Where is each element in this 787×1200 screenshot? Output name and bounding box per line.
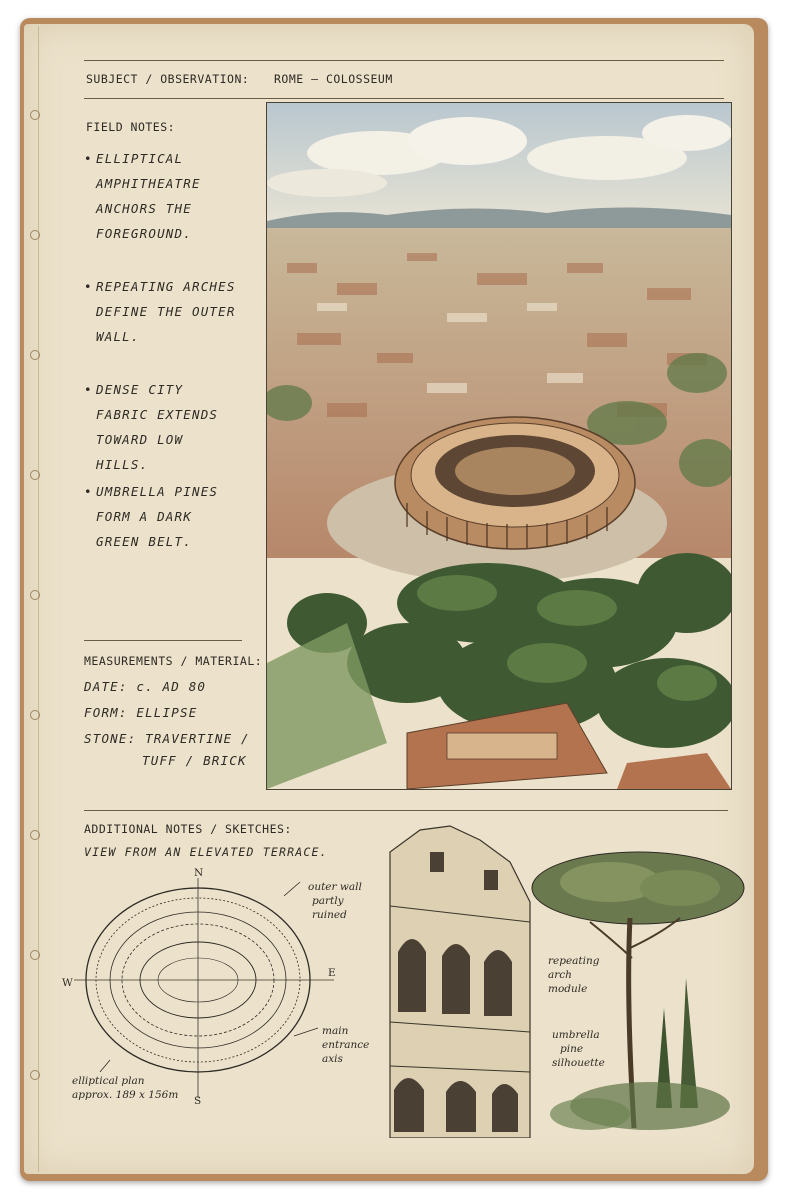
field-note-text: UMBRELLA PINES FORM A DARK GREEN BELT.	[96, 484, 219, 549]
field-note-text: REPEATING ARCHES DEFINE THE OUTER WALL.	[96, 279, 236, 344]
note-outer-wall	[308, 880, 362, 922]
field-note-text: ELLIPTICAL AMPHITHEATRE ANCHORS THE FOREGROUND.	[96, 151, 201, 241]
compass-south: S	[194, 1095, 202, 1107]
note-line: approx. 189 x 156m	[72, 1089, 179, 1101]
field-note-bullet	[84, 146, 234, 241]
bullet-dot: •	[84, 484, 93, 499]
aerial-view-drawing	[267, 103, 731, 789]
note-line: elliptical plan	[72, 1075, 145, 1087]
binding-stitch	[30, 830, 40, 840]
note-elliptical-plan	[72, 1074, 178, 1102]
arch-wall-sketch	[380, 822, 540, 1138]
field-note-bullet	[84, 274, 234, 354]
note-line: partly	[312, 895, 344, 907]
note-line: outer wall	[308, 881, 362, 893]
measurements-rule	[84, 640, 242, 641]
subject-label: SUBJECT / OBSERVATION:	[86, 72, 250, 86]
binding-stitch	[30, 1070, 40, 1080]
note-line: axis	[322, 1053, 343, 1065]
spine-line	[38, 26, 39, 1172]
field-note-text: DENSE CITY FABRIC EXTENDS TOWARD LOW HILLS.	[96, 382, 219, 472]
bullet-dot: •	[84, 382, 93, 397]
measurement-stone: STONE: TRAVERTINE /	[84, 731, 250, 746]
additional-notes-subtitle: VIEW FROM AN ELEVATED TERRACE.	[84, 845, 328, 859]
binding-stitch	[30, 710, 40, 720]
note-line: arch	[548, 969, 572, 981]
compass-east: E	[328, 967, 336, 979]
note-line: ruined	[312, 909, 347, 921]
umbrella-pine-sketch	[530, 838, 750, 1134]
compass-north: N	[194, 867, 204, 879]
bullet-dot: •	[84, 279, 93, 294]
measurements-title: MEASUREMENTS / MATERIAL:	[84, 654, 263, 668]
note-line: pine	[560, 1043, 584, 1055]
subject-value: ROME — COLOSSEUM	[274, 72, 393, 86]
note-line: repeating	[548, 955, 600, 967]
measurement-form: FORM: ELLIPSE	[84, 705, 198, 720]
measurement-stone-cont: TUFF / BRICK	[142, 753, 247, 768]
note-line: module	[548, 983, 588, 995]
additional-rule	[84, 810, 728, 811]
field-notes-title: FIELD NOTES:	[86, 120, 176, 134]
header-rule-bottom	[84, 98, 724, 99]
measurement-date: DATE: c. AD 80	[84, 679, 207, 694]
field-note-bullet	[84, 479, 234, 559]
note-line: entrance	[322, 1039, 370, 1051]
binding-stitch	[30, 470, 40, 480]
binding-stitch	[30, 230, 40, 240]
compass-west: W	[62, 977, 73, 989]
binding-stitch	[30, 110, 40, 120]
additional-notes-title: ADDITIONAL NOTES / SKETCHES:	[84, 822, 292, 836]
note-umbrella-pine	[552, 1028, 605, 1070]
note-line: silhouette	[552, 1057, 605, 1069]
binding-stitch	[30, 590, 40, 600]
note-line: main	[322, 1025, 349, 1037]
bullet-dot: •	[84, 151, 93, 166]
note-line: umbrella	[552, 1029, 600, 1041]
binding-stitch	[30, 950, 40, 960]
binding-stitch	[30, 350, 40, 360]
note-main-entrance	[322, 1024, 369, 1066]
colosseum-aerial-illustration	[266, 102, 732, 790]
field-note-bullet	[84, 377, 234, 472]
header-rule-top	[84, 60, 724, 61]
